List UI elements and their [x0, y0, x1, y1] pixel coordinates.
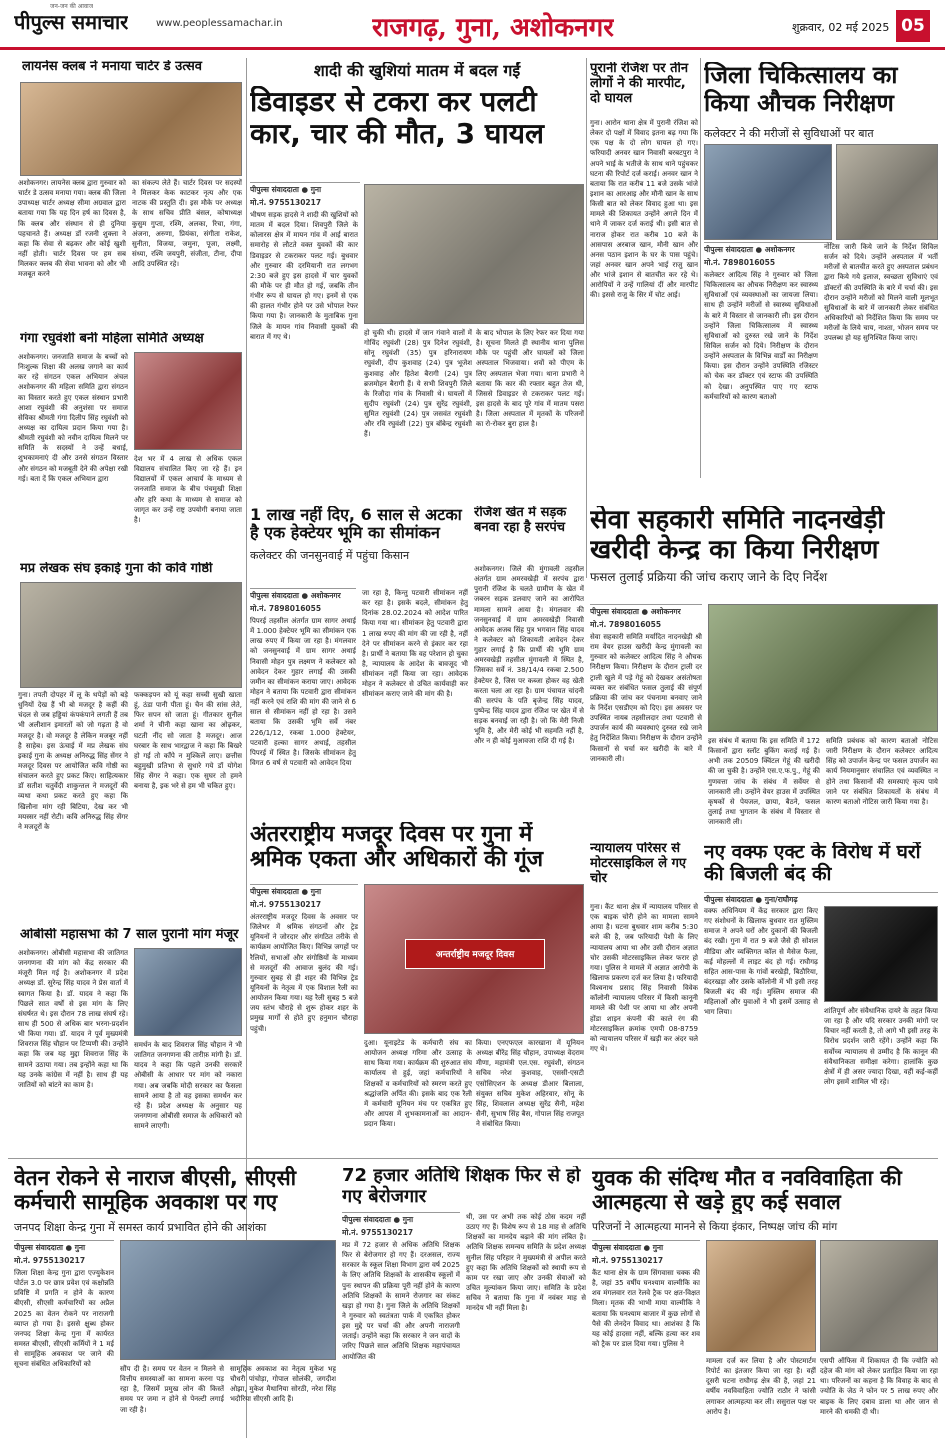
- reporter-mobile: मो.नं. 7898016055: [590, 620, 662, 629]
- article-body: के बाद भोपाल के लिए रेफर कर दिया गया है। सूचना मिलते ही स्थानीय थाना पुलिस मौके पर पहुंची और घायलों को जिला अस्पताल भिजवाया। शवों को पीएम के लिए अस्पताल भेजा गया। थाना प्रभारी ने बताया कि कार की रफ्तार बहुत तेज थी, जिससे डिवाइडर से टकराकर पलट गई। इस हादसे के बाद पूरे गांव में मातम पसरा है। जिला अस्पताल में मृतकों के परिजनों का रो-रोकर बुरा हाल है।: [476, 329, 584, 429]
- article-bike-theft: [590, 840, 698, 1150]
- headline: डिवाइडर से टकरा कर पलटी कार, चार की मौत, 3 घायल: [250, 86, 544, 151]
- byline: पीपुल्स संवाददाता ● अशोकनगर: [590, 604, 702, 617]
- article-body: गुना। कैंट थाना क्षेत्र में न्यायालय परिसर से एक बाइक चोरी होने का मामला सामने आया है। घटना बुधवार शाम करीब 5:30 बजे की है, जब फरियादी पेशी के लिए न्यायालय आया था और उसी दौरान अज्ञात चोर उसकी मोटरसाइकिल लेकर फरार हो गया। पुलिस ने मामले में अज्ञात आरोपी के खिलाफ प्रकरण दर्ज कर लिया है। फरियादी विश्वनाथ प्रसाद सिंह निवासी विवेक कॉलोनी न्यायालय परिसर में किसी कानूनी मामले की पेशी पर आया था और अपनी होंडा शाइन कंपनी की काले रंग की मोटरसाइकिल क्रमांक एमपी 08-8759 को न्यायालय परिसर में खड़ी कर अंदर चले गए थे।: [590, 903, 698, 1053]
- subheadline: कलेक्टर की जनसुनवाई में पहुंचा किसान: [250, 549, 410, 562]
- article-suspicious-death: [592, 1164, 938, 1440]
- article-body: जिला शिक्षा केन्द्र गुना द्वारा एज्युकेशन पोर्टल 3.0 पर छात्र प्रवेश एवं कक्षोन्नति प्रविष्टि में प्रगति न होने के कारण बीएसी, सीएसी कर्मचारियों का अप्रैल 2025 का वेतन रोकने पर नाराजगी व्याप्त हो गया है। इससे क्षुब्ध होकर जनपद शिक्षा केन्द्र गुना में कार्यरत समस्त बीएसी, सीएसी कर्मियों ने 1 मई से सामूहिक अवकाश पर जाने की सूचना संबंधित अधिकारियों को: [14, 1269, 114, 1369]
- article-hospital-inspection: [704, 58, 938, 498]
- reporter-mobile: मो.नं. 7898016055: [704, 258, 776, 267]
- masthead: [0, 0, 945, 50]
- article-body: नोटिस जारी किये जाने के निर्देश सिविल सर्जन को दिये। उन्होंने अस्पताल में भर्ती मरीजों से बातचीत करते हुए अस्पताल प्रबंधन द्वारा किये गये इलाज, स्वच्छता सुविधाएं एवं डॉक्टरों की उपस्थिति के बारे में चर्चा की। इस दौरान उन्होंने मरीजों को मिलने वाली मूलभूत सुविधाओं के बारे में जानकारी लेकर संबंधित अधिकारियों को निर्देशित किया कि समय पर मरीजों के लिये चाय, नाश्ता, भोजन समय पर उपलब्ध हो यह सुनिश्चित किया जाए।: [824, 243, 938, 343]
- reporter-mobile: मो.नं. 9755130217: [250, 900, 322, 909]
- article-kavi-goshthi: [8, 560, 242, 932]
- article-purchase-center-inspection: [590, 504, 938, 834]
- reporter-mobile: मो.नं. 7898016055: [250, 604, 322, 613]
- article-guest-teachers: [342, 1164, 586, 1440]
- reporter-mobile: मो.नं. 9755130217: [342, 1228, 414, 1237]
- article-body: मप्र में 72 हजार से अधिक अतिथि शिक्षक फिर से बेरोजगार हो गए हैं। दरअसल, राज्य सरकार के स्कूल शिक्षा विभाग द्वारा वर्ष 2025 के लिए अतिथि शिक्षकों के शासकीय स्कूलों में पुनः स्थापन की प्रक्रिया पूरी नहीं होने के कारण अतिथि शिक्षकों के सामने रोजगार का संकट खड़ा हो गया है। गुना जिले के अतिथि शिक्षकों ने गुरुवार को स्वतंत्रता पार्क में एकत्रित होकर इस मुद्दे पर चर्चा की और अपनी नाराजगी जताई। उन्होंने कहा कि सरकार ने जन वादों के जरिए पिछले साल अतिथि शिक्षक महापंचायत आयोजित की: [342, 1241, 460, 1361]
- article-car-accident: [250, 58, 584, 498]
- article-body: सेवा सहकारी समिति मर्यादित नादनखेड़ी श्री राम वेयर हाउस खरीदी केन्द्र मुंगावली का गुरुवार को कलेक्टर आदित्य सिंह ने औचक निरीक्षण किया। निरीक्षण के दौरान ट्राली दर ट्राली खुले में पड़े गेहूं को देखकर असंतोषता व्यक्त कर संबंधित फसल तुलाई की संपूर्ण प्रक्रिया की जांच कर पंचनामा बनवाए जाने के निर्देश एसडीएम को दिए। इस अवसर पर उपस्थित नायब तहसीलदार तथा पटवारी से उपार्जन कार्य की व्यवस्थाएं दुरुस्त रखे जाने हेतु निर्देशित किया। निरीक्षण के दौरान उन्होंने किसानों से चर्चा कर खरीदी के बारे में जानकारी ली।: [590, 633, 702, 763]
- article-body: वक्फ अधिनियम में केंद्र सरकार द्वारा किए गए संशोधनों के खिलाफ बुधवार रात मुस्लिम समाज ने अपने घरों और दुकानों की बिजली बंद रखी। गुना में रात 9 बजे जैसे ही सोशल मीडिया और व्यक्तिगत कॉल से मैसेज फैला, कई मोहल्लों में लाइट बंद हो गई। राघौगढ़ सहित आस-पास के गांवों बरखेड़ी, बिठौरिया, बंदरखड़ा और उसके कॉलोनी में भी इसी तरह बिजली बंद की गई। मुस्लिम समाज की महिलाओं और युवाओं ने भी इसमें उत्साह से भाग लिया।: [704, 907, 818, 1017]
- article-road-dispute: [474, 504, 584, 814]
- photo-kavi-goshthi: [20, 582, 242, 688]
- article-body: का संकल्प लेते हैं। चार्टर दिवस पर सदस्यों ने मिलकर केक काटकर नृत्य और एक नाटक की प्रस्तुति दी। इस मौके पर अध्यक्ष के साथ सचिव प्रीति बंसल, कोषाध्यक्ष कुसुम गुप्ता, रश्मि, अलका, रिचा, गंगा, अंजना, अरुणा, प्रियंका, संगीता राकेश, सुनीता, विजया, जमुना, पूजा, लक्ष्मी, संध्या, रश्मि जयपुरी, संजीता, टीना, दीपा आदि उपस्थित रहे।: [132, 179, 242, 269]
- article-body: कलेक्टर आदित्य सिंह ने गुरुवार को जिला चिकित्सालय का औचक निरीक्षण कर स्वास्थ्य सुविधाओं एवं व्यवस्थाओं का जायजा लिया। साथ ही उन्होंने मरीजों से स्वास्थ्य सुविधाओं के बारे में विस्तार से जानकारी ली। इस दौरान उन्होंने जिला चिकित्सालय में स्वास्थ्य सुविधाओं को दुरुस्त रखे जाने के निर्देश सिविल सर्जन को दिये। निरीक्षण के दौरान उन्होंने अस्पताल के विभिन्न वार्डों का निरीक्षण किया। इस दौरान उन्होंने उपस्थिति रजिस्टर को चेक कर डॉक्टर एवं स्टाफ की उपस्थिति को देखा। अनुपस्थित पाए गए स्टाफ कर्मचारियों को कारण बताओ: [704, 271, 818, 401]
- article-body: फक्कड़पन को यूं कहा सच्ची सुखी खाता हूं, ठंडा पानी पीता हूं। चैन की सांस लेते, फिर सपन सो जाता हूं। गीतकार सुनील शर्मा ने चीनी कहा खाना का ओढ़कर, घटती नींद सो जाता है मजदूर। आज घरबार के साथ भारद्वाज ने कहा कि बिखरे हो गई तो काँपे न मुश्किलें लाए। छत्तीस बहुमुखी प्रतिभा से सुधारे गये डॉ योगेश सिंह सेंगर ने कहा। एक सुघर तो हमने बनाया है, इक भरे से हम भी चकित हुए।: [134, 691, 242, 791]
- byline: पीपुल्स संवाददाता ● गुना: [14, 1240, 114, 1253]
- rally-banner: अन्तर्राष्ट्रीय मजदूर दिवस: [405, 939, 545, 969]
- subheadline: जनपद शिक्षा केन्द्र गुना में समस्त कार्य प्रभावित होने की आशंका: [14, 1221, 267, 1234]
- subheadline: फसल तुलाई प्रक्रिया की जांच कराए जाने के दिए निर्देश: [590, 570, 828, 584]
- photo-dark-houses: [824, 906, 938, 1002]
- article-labour-day: [250, 820, 584, 1152]
- article-body: दुआ। यूनाइटेड के कर्मचारी संघ का आयोजन अध्यक्ष गरिमा और उत्साह के साथ किया गया। कार्यक्रम की शुरुआत संघ कार्यालय से हुई, जहां कर्मचारियों ने शिक्षकों व कर्मचारियों को स्मरण करते हुए श्रद्धांजलि अर्पित की। इसके बाद एक रैली में कर्मचारी यूनियन मंच पर एकत्रित हुए और आपस में शुभकामनाओं का आदान-प्रदान किया।: [364, 1039, 472, 1129]
- website-url: www.peoplessamachar.in: [156, 18, 283, 29]
- reporter-mobile: मो.नं. 9755130217: [250, 198, 322, 207]
- article-body: पिपरई तहसील अंतर्गत ग्राम सागर अथाई में 1.000 हेक्टेयर भूमि का सीमांकन एक लाख रुपए में किया जा रहा है। मंगलवार को जनसुनवाई में ग्राम सागर अथाई निवासी मोहन पुत्र लक्ष्मण ने कलेक्टर को आवेदन देकर गुहार लगाई की उसकी जमीन का सीमांकन कराया जाए। आवेदक मोहन ने बताया कि पटवारी द्वारा सीमांकन नहीं करने एवं राशि की मांग की जाने से 6 साल से सीमांकन नहीं हो रहा है। उसने बताया कि उसकी भूमि सर्वे नंबर 226/1/12, रकबा 1.000 हेक्टेयर, पटवारी हल्का सागर अथाई, तहसील पिपरई में स्थित है। जिसके सीमांकन हेतु विगत 6 वर्ष से पटवारी को आवेदन दिया: [250, 617, 356, 767]
- page-number: 05: [896, 10, 930, 42]
- headline: लायनेस क्लब ने मनाया चार्टर डे उत्सव: [22, 60, 202, 74]
- byline: पीपुल्स संवाददाता ● अशोकनगर: [250, 588, 356, 601]
- article-body: एसपी ऑफिस में शिकायत दी कि ज्योति को दहेज की मांग को लेकर प्रताड़ित किया जा रहा था। परिजनों का कहना है कि विवाह के बाद से ज्योति के जेठ ने फोन पर 5 लाख रुपए और बाइक के लिए दबाव डाला था और जान से मारने की धमकी दी थी।: [820, 1357, 938, 1416]
- subheadline: कलेक्टर ने की मरीजों से सुविधाओं पर बात: [704, 127, 874, 140]
- byline: पीपुल्स संवाददाता ● गुना/राघौगढ़: [704, 892, 938, 905]
- headline: ओबीसी महासभा की 7 साल पुरानी मांग मंजूर: [20, 928, 239, 942]
- headline: पुरानी रंजिश पर तीन लोगों ने की मारपीट, दो घायल: [590, 62, 689, 106]
- article-body: शांतिपूर्ण और संवैधानिक दायरे के तहत किया जा रहा है और यदि सरकार उनकी मांगों पर विचार नहीं करती है, तो आगे भी इसी तरह के विरोध प्रदर्शन जारी रहेंगे। उन्होंने कहा कि सर्वोच्च न्यायालय से उम्मीद है कि कानून की संवैधानिकता समीक्षा करेगा। हालांकि कुछ क्षेत्रों में ही असर ज्यादा दिखा, वहीं कई-कहीं लोग इसमें शामिल भी रहे।: [824, 1007, 938, 1086]
- headline: नए वक्फ एक्ट के विरोध में घरों की बिजली बंद की: [704, 842, 921, 885]
- headline: न्यायालय परिसर से मोटरसाइकिल ले गए चोर: [590, 842, 687, 886]
- byline: पीपुल्स संवाददाता ● अशोकनगर: [704, 242, 832, 255]
- article-body: जा रहा है, किन्तु पटवारी सीमांकन नहीं कर रहा है। इसके बदले, सीमांकन हेतु दिनांक 28.02.2024 को आदेश पारित किया गया था। सीमांकन हेतु पटवारी द्वारा 1 लाख रुपए की मांग की जा रही है, नहीं देने पर सीमांकन करने से इंकार कर रहा है। प्रार्थी ने बताया कि वह परेशान हो चुका है, न्यायालय के आदेश के बावजूद भी सीमांकन नहीं किया जा रहा। आवेदक मोहन ने कलेक्टर से उचित कार्यवाही कर सीमांकन कराए जाने की मांग की है।: [362, 589, 468, 699]
- article-body: समर्थन के बाद शिवराज सिंह चौहान ने भी जातिगत जनगणना की तारीफ़ मांगी है। डॉ. यादव ने कहा कि पहले उनकी सरकारें ओबीसी के आधार पर मांग को नकारा गया। अब जबकि मोदी सरकार का फैसला सामने आया है तो वह इसका समर्थन कर रहे हैं। प्रदेश अध्यक्ष के अनुसार यह जनगणना ओबीसी समाज के अधिकारों को सामने लाएगी।: [134, 1041, 242, 1131]
- headline: रंजिश खेत में सड़क बनवा रहा है सरपंच: [474, 506, 567, 535]
- article-lions-club: [8, 58, 242, 346]
- subheadline: परिजनों ने आत्महत्या मानने से किया इंकार, निष्पक्ष जांच की मांग: [592, 1221, 838, 1233]
- newspaper-logo: पीपुल्स समाचार: [14, 10, 129, 34]
- article-old-rivalry-fight: [590, 58, 698, 478]
- headline: वेतन रोकने से नाराज बीएसी, सीएसी कर्मचारी सामूहिक अवकाश पर गए: [14, 1166, 297, 1215]
- column-divider: [586, 58, 587, 578]
- article-body: अशोकनगर। लायनेस क्लब द्वारा गुरुवार को चार्टर डे उत्सव मनाया गया। क्लब की जिला उपाध्यक्ष चार्टर अध्यक्ष सीमा अग्रवाल द्वारा बताया गया कि यह दिन हर्ष का दिवस है, कि क्लब और संस्थान से ही दुनिया पहचानते हैं। अध्यक्ष डॉ रजनी शुक्ला ने कहा कि सेवा से बढ़कर और कोई खुशी नहीं होती। चार्टर दिवस पर हम सब मिलकर क्लब की सेवा भावना को और भी मजबूत करने: [18, 179, 126, 279]
- photo-wheat-purchase-center: [708, 604, 938, 732]
- photo-ganga-raghuvanshi: [134, 352, 242, 450]
- article-body: सौंप दी है। समय पर वेतन न मिलने से वित्तीय समस्याओं का सामना करना पड़ रहा है, जिसमें प्रमुख लोन की किस्तें समय पर जमा न होने से पेनल्टी लगाई जा रही है।: [120, 1365, 224, 1414]
- article-obc-mahasabha: [8, 926, 242, 1158]
- photo-employees-memorandum: [120, 1240, 336, 1360]
- headline: सेवा सहकारी समिति नादनखेड़ी खरीदी केन्द्र का किया निरीक्षण: [590, 506, 885, 565]
- article-body: मामला दर्ज कर लिया है और पोस्टमार्टम रिपोर्ट का इंतजार किया जा रहा है। वहीं दूसरी घटना राघौगढ़ क्षेत्र की है, जहां 21 वर्षीय नवविवाहिता ज्योति राठौर ने फांसी लगाकर आत्महत्या कर ली। ससुराल पक्ष पर आरोप है।: [706, 1357, 816, 1416]
- reporter-mobile: मो.नं. 9755130217: [14, 1256, 86, 1265]
- byline: पीपुल्स संवाददाता ● गुना: [342, 1212, 460, 1225]
- byline: पीपुल्स संवाददाता ● गुना: [250, 884, 358, 897]
- article-body: इस संबंध में बताया कि इस समिति में 172 किसानों द्वारा स्लॉट बुकिंग कराई गई है। अभी तक 20509 क्विंटल गेहूं की खरीदी की जा चुकी है। उन्होंने एस.ए.फ.पु., गेहूं की गुणवत्ता जांच के संबंध में सर्वेयर से जानकारी ली। उन्होंने वेयर हाउस में उपस्थित कृषकों से पेयजल, छाया, बैठने, फसल तुलाई तथा भुगतान के संबंध में विस्तार से जानकारी ली।: [708, 737, 820, 827]
- headline: 1 लाख नहीं दिए, 6 साल से अटका है एक हेक्टेयर भूमि का सीमांकन: [250, 506, 462, 543]
- headline: युवक की संदिग्ध मौत व नवविवाहिता की आत्महत्या से खड़े हुए कई सवाल: [592, 1166, 902, 1215]
- article-body: गुना। तपती दोपहर में लू के थपेड़ों को बड़े धुनियों देख हैं भी बो मजदूर है कहीं की चंदल से जब हड्डियां कंपकंपाने लगती हैं तब भी अलीशान इमारतों को जो गढ़ता है वो मजदूर है। वो मजदूर है लेकिन मजबूर नहीं है साहेब। इस ऊंचाई में मप्र लेखक संघ इकाई गुना के अध्यक्ष अनिरुद्ध सिंह सेंगर ने मजदूर दिवस पर आयोजित कवि गोष्ठी का संचालन करते हुए प्रकट किए। साहित्यकार डॉ सतीश चतुर्वेदी शाकुन्तल ने मजदूरों की व्यथा कथा प्रकट करते हुए कहा कि खिलौना मांग रही बिटिया, देख कर भी मयस्सर नहीं रोटी। कवि अनिरुद्ध सिंह सेंगर ने मजदूरों के: [18, 691, 128, 831]
- article-body: थी, उस पर अभी तक कोई ठोस कदम नहीं उठाए गए हैं। विशेष रूप से 18 माह से अतिथि शिक्षकों का मानदेय बढ़ाने की मांग लंबित है। अतिथि शिक्षक समन्वय समिति के प्रदेश अध्यक्ष सुनील सिंह परिहार ने मुख्यमंत्री से अपील करते हुए कहा कि अतिथि शिक्षकों को स्थायी रूप से काम पर रखा जाए और उनकी सेवाओं को उचित मूल्यांकन किया जाए। समिति के प्रदेश सचिव ने बताया कि गुना में नवंबर माह से मानदेय भी नहीं मिला है।: [466, 1213, 586, 1313]
- article-waqf-protest: [704, 840, 938, 1150]
- logo-tagline: जन-जन की आवाज: [50, 3, 94, 10]
- article-body: अशोकनगर। जिले की मुंगावली तहसील अंतर्गत ग्राम अमरवखेड़ी में सरपंच द्वारा पुरानी रंजिश के चलते ग्रामीण के खेत में जबरन सड़क डलवाए जाने का आरोपित मामला सामने आया है। मंगलवार की जनसुनवाई में ग्राम अमरवखेड़ी निवासी आवेदक अजब सिंह पुत्र भगवान सिंह यादव ने कलेक्टर को शिकायती आवेदन देकर गुहार लगाई है कि प्रार्थी की भूमि ग्राम अमरवखेड़ी तहसील मुंगावली में स्थित है, जिसका सर्वे नं. 38/14/4 रकबा 2.500 हेक्टेयर है, जिस पर कब्जा होकर वह खेती करता चला आ रहा है। ग्राम पंचायत चांदनी की सरपंच के पति बृजेन्द्र सिंह यादव, पुष्पेन्द्र सिंह यादव द्वारा रंजिश पर खेत में से सड़क बनवाई जा रही है। जो कि मेरी निजी भूमि है, और मेरी कोई भी सहमति नहीं है, और न ही कोई मुआवजा राशि दी गई है।: [474, 565, 584, 746]
- photo-obc-press-conference: [134, 948, 242, 1036]
- section-divider: [8, 1158, 938, 1159]
- photo-collector-inspection: [704, 144, 832, 240]
- kicker: शादी की खुशियां मातम में बदल गईं: [313, 62, 521, 80]
- article-body: गुना। आरोन थाना क्षेत्र में पुरानी रंजिश को लेकर दो पक्षों में विवाद इतना बढ़ गया कि एक पक्ष के दो लोग घायल हो गए। फरियादी अनवर खान निवासी बरबटपुरा ने अपने भाई के भतीजे के साथ थाने पहुंचकर घटना की रिपोर्ट दर्ज कराई। अनवर खान ने बताया कि रात करीब 11 बजे उसके भांजे इशान का आरआइ और मौनी खान के साथ किसी बात को लेकर विवाद हुआ था। इस मामले की शिकायत उन्होंने अगले दिन में थाने में जाकर दर्ज कराई थी। इसी बात से नाराज होकर रात करीब 10 बजे के आसपास अरबाज खान, मौनी खान और अनस पठान इशान के घर के पास पहुंचे। जहां अनवर खान अपने भाई राजु खान और भांजे इशान से बातचीत कर रहे थे। आरोपियों ने उन्हें गालियां दीं और मारपीट की। इससे राजु के सिर में चोट आई।: [590, 119, 698, 300]
- headline: अंतरराष्ट्रीय मजदूर दिवस पर गुना में श्रमिक एकता और अधिकारों की गूंज: [250, 822, 544, 873]
- headline: गंगा रघुवंशी बनी महिला समिति अध्यक्ष: [20, 332, 204, 346]
- byline: पीपुल्स संवाददाता ● गुना: [250, 182, 360, 195]
- article-body: हो चुकी थी। हादसे में जान गंवाने वालों में गोविंद रघुवंशी (28) पुत्र दिनेश रघुवंशी, सोनू रघुवंशी (35) पुत्र हरिनारायण रघुवंशी, दीप कुशवाह (24) पुत्र भूजेश कुशवाह और हितेश बैरागी (24) पुत्र ब्रजमोहन बैरागी हैं। ये सभी शिवपुरी जिले के रिजौदा गांव के निवासी थे। घायलों में सुदीप रघुवंशी (24) पुत्र सुरेंद्र रघुवंशी, सुमित रघुवंशी (24) पुत्र जसवंत रघुवंशी और रवि रघुवंशी (22) पुत्र बॉबेन्द्र रघुवंशी हैं।: [364, 329, 472, 439]
- article-body: किया। एनएफएल कारखाना में यूनियन अध्यक्ष बीरेंद्र सिंह चौहान, उपाध्यक्ष वेदराम मीणा, महामंत्री एल.एस. रघुवंशी, संगठन सचिव नरेश कुशवाह, एससी-एसटी एसोसिएशन के अध्यक्ष डीआर बिलाला, संयुक्त सचिव मुकेश अहिरवार, सोनू के सिंह, शिवलाल अध्यक्ष सुरेंद्र सैनी, महेश सैनी, सुभाष सिंह बैस, गोपाल सिंह राजपूत ने संबोधित किया।: [476, 1039, 584, 1129]
- region-title: राजगढ़, गुना, अशोकनगर: [372, 13, 614, 43]
- article-body: देश भर में 4 लाख से अधिक एकल विद्यालय संचालित किए जा रहे हैं। इन विद्यालयों में एकल आचार्य के माध्यम से जनजाति समाज के बीच पंचमुखी शिक्षा और हरि कथा के माध्यम से समाज को जागृत कर उन्हें राष्ट्र उपयोगी बनाया जाता है।: [134, 455, 242, 524]
- article-body: कैंट थाना क्षेत्र के ग्राम सिंगवासा चक्क की है, जहां 35 वर्षीय घनश्याम वाल्मीकि का शव मंगलवार रात रेलवे ट्रैक पर क्षत-विक्षत मिला। मृतक की भाभी माया वाल्मीकि ने बताया कि घनश्याम बाजार में कुछ लोगों से पैसे की लेनदेन विवाद था। आशंका है कि यह कोई हादसा नहीं, बल्कि हत्या कर शव को ट्रैक पर डाल दिया गया। पुलिस ने: [592, 1269, 700, 1348]
- photo-lions-club-event: [20, 82, 242, 176]
- article-body: समिति प्रबंधक को कारण बताओ नोटिस जारी निरीक्षण के दौरान कलेक्टर आदित्य सिंह को उपार्जन केन्द्र पर फसल उपार्जन का कार्य नियमानुसार संचालित एवं व्यवस्थित न होने तथा किसानों की समस्याएं कृत्य पाये जाने पर संबंधित शिकायतों के संबंध में कारण बताओ नोटिस जारी किया गया है।: [826, 737, 938, 806]
- column-divider: [700, 58, 701, 478]
- issue-date: शुक्रवार, 02 मई 2025: [792, 21, 890, 34]
- article-body: अशोकनगर। ओबीसी महासभा की जातिगत जनगणना की मांग को केंद्र सरकार की मंजूरी मिल गई है। अशोकनगर में प्रदेश अध्यक्ष डॉ. सुरेन्द्र सिंह यादव ने प्रेस वार्ता में स्वागत किया है। डॉ. यादव ने कहा कि पिछले सात वर्षों से इस मांग के लिए संघर्षरत थे। इस दौरान 78 लाख संघर्ष रहे। साथ ही 500 से अधिक बार भरना-प्रदर्शन भी किया गया। डॉ. यादव ने पूर्व मुख्यमंत्री शिवराज सिंह चौहान पर टिप्पणी की। उन्होंने कहा कि जब यह मुद्दा शिवराज सिंह के सामने उठाया गया। तब इन्होंने कहा था कि यह उनके कांग्रेस में नहीं है। साथ ही यह जातियों को बांटने का काम है।: [18, 949, 128, 1089]
- byline: पीपुल्स संवाददाता ● गुना: [592, 1240, 700, 1253]
- article-bac-cac-leave: [8, 1164, 336, 1440]
- photo-crashed-car: [364, 184, 584, 324]
- article-body: भीषण सड़क हादसे ने शादी की खुशियों को मातम में बदल दिया। शिवपुरी जिले के कोलारस क्षेत्र में मायन गांव में आई बारात समारोह से लौटते वक्त युवकों की कार डिवाइडर से टकराकर पलट गई। बुधवार और गुरुवार की दरमियानी रात लगभग 2:30 बजे हुए इस हादसे में चार युवकों की मौके पर ही मौत हो गई, जबकि तीन गंभीर रूप से घायल हो गए। इनमें से एक की हालत गंभीर होने पर उसे भोपाल रेफर किया गया है। जानकारी के मुताबिक गुना जिले के मायन गांव निवासी युवकों की बारात में गए थे।: [250, 211, 358, 341]
- article-body: अशोकनगर। जनजाति समाज के बच्चों को निःशुल्क शिक्षा की अलख जगाने का कार्य कर रहे संगठन एकल अभियान अंचल अशोकनगर की महिला समिति द्वारा संगठन का विस्तार करते हुए एकल संस्थान प्रभारी आशा रघुवंशी की अनुशंसा पर समाज सेविका श्रीमती गंगा दिलीप सिंह रघुवंशी को अध्यक्ष का दायित्व प्रदान किया गया है। श्रीमती रघुवंशी को नवीन दायित्व मिलने पर समिति के सदस्यों ने उन्हें बधाई, शुभकामनाएं दी और उनसे संगठन विस्तार और संगठन को मजबूती देने की अपेक्षा रखी गई। बता दें कि एकल अभियान द्वारा: [18, 353, 128, 483]
- photo-hospital-ward: [836, 144, 938, 240]
- photo-labour-day-rally: [364, 884, 584, 1034]
- article-body: अंतरराष्ट्रीय मजदूर दिवस के अवसर पर जिलेभर में श्रमिक संगठनों और ट्रेड यूनियनों ने जोरदार और संगठित तरीके से कार्यक्रम आयोजित किए। विभिन्न जगहों पर रैलियों, सभाओं और संगोष्ठियों के माध्यम से मजदूरों की आवाज बुलंद की गई। गुरुवार सुबह से ही शहर की विभिन्न ट्रेड यूनियनों के नेतृत्व में एक विशाल रैली का आयोजन किया गया। यह रैली सुबह 5 बजे जय स्तंभ चौराहे से शुरू होकर शहर के प्रमुख मार्गों से होते हुए हनुमान चौराहा पहुंची।: [250, 913, 358, 1033]
- headline: 72 हजार अतिथि शिक्षक फिर से हो गए बेरोजगार: [342, 1166, 581, 1207]
- reporter-mobile: मो.नं. 9755130217: [592, 1256, 664, 1265]
- article-body: सामूहिक अवकाश का नेतृत्व मुकेश भट्ट चौधरी पांचोड़ा, गोपाल सोलंकी, जगदीश ओझा, मुकेश मैथानिया सोरठी, नरेश सिंह भदौरिया सीएसी आदि हैं।: [230, 1365, 336, 1404]
- headline: मप्र लेखक संघ इकाई गुना की कवि गोष्ठी: [20, 562, 213, 576]
- article-land-demarcation: [250, 504, 468, 814]
- headline: जिला चिकित्सालय का किया औचक निरीक्षण: [704, 62, 898, 117]
- article-ganga-raghuvanshi: [8, 330, 242, 562]
- photo-mourning-family: [706, 1240, 816, 1352]
- photo-victims: [820, 1240, 938, 1352]
